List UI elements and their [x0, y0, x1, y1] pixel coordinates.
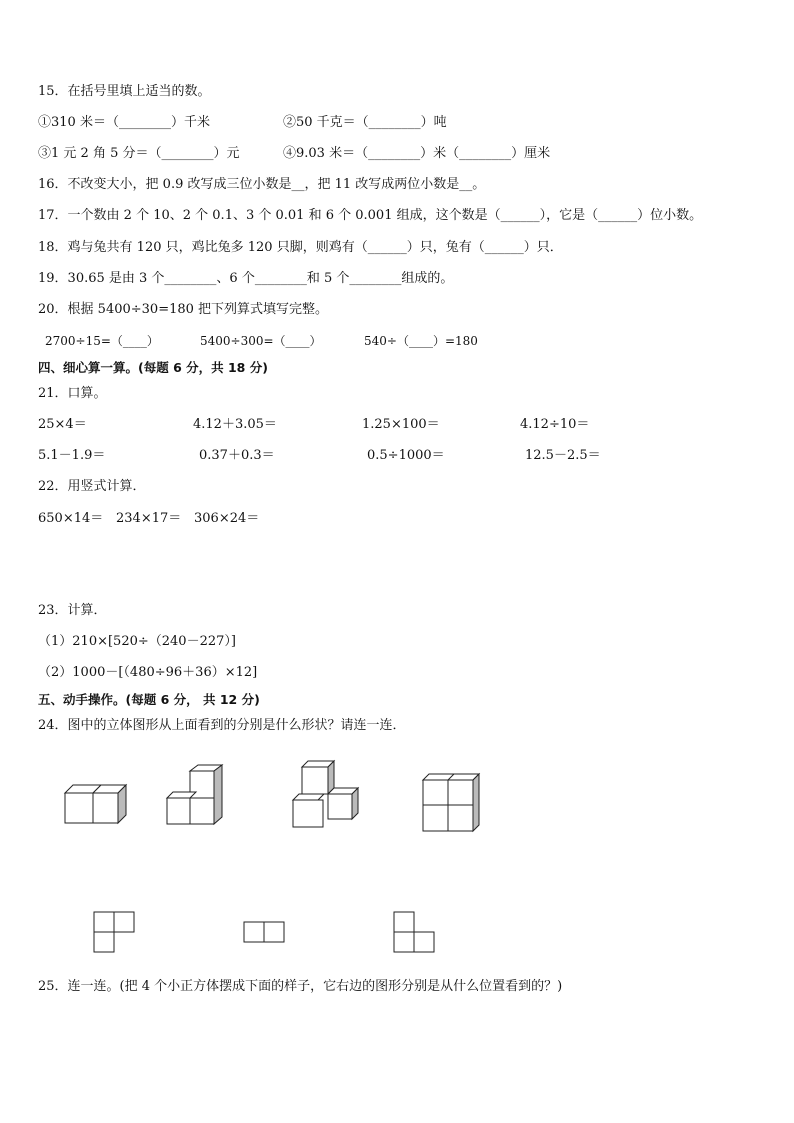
top-view-shape-1: [92, 910, 138, 954]
q22-calc-1: 650×14＝: [38, 511, 104, 526]
q20-title: 20．根据 5400÷30=180 把下列算式填写完整。: [38, 302, 329, 317]
cube-figure-2: [162, 763, 232, 829]
q20-item-3: 540÷（____）=180: [364, 334, 478, 348]
q15-item-4: ④9.03 米＝（________）米（________）厘米: [283, 146, 551, 161]
q20-item-1: 2700÷15=（____）: [45, 334, 159, 348]
q22-calc-2: 234×17＝: [116, 511, 182, 526]
section-4-heading: 四、细心算一算。(每题 6 分，共 18 分): [38, 360, 268, 375]
q17: 17．一个数由 2 个 10、2 个 0.1、3 个 0.01 和 6 个 0.001 组成，这个数是（______），它是（______）位小数。: [38, 208, 703, 223]
q24-title: 24．图中的立体图形从上面看到的分别是什么形状？请连一连．: [38, 718, 406, 733]
cube-figure-1: [60, 778, 130, 828]
q20-item-2: 5400÷300=（____）: [200, 334, 322, 348]
q21-calc-2: 4.12＋3.05＝: [193, 417, 277, 432]
q18: 18．鸡与兔共有 120 只，鸡比兔多 120 只脚，则鸡有（______）只，兔有（______）只．: [38, 240, 563, 255]
q23-item-2: （2）1000－[（480÷96＋36）×12]: [38, 665, 258, 680]
q25-title: 25．连一连。(把 4 个小正方体摆成下面的样子，它右边的图形分别是从什么位置看到的？): [38, 979, 563, 994]
section-5-heading: 五、动手操作。(每题 6 分， 共 12 分): [38, 692, 260, 707]
cube-figure-4: [418, 770, 486, 834]
q21-title: 21．口算。: [38, 386, 107, 401]
q21-calc-8: 12.5－2.5＝: [525, 448, 601, 463]
q19: 19．30.65 是由 3 个________、6 个________和 5 个________组成的。: [38, 271, 454, 286]
q23-item-1: （1）210×[520÷（240－227）]: [38, 634, 236, 649]
cube-figure-3: [288, 757, 364, 829]
q15-title: 15．在括号里填上适当的数。: [38, 84, 211, 99]
q23-title: 23．计算．: [38, 603, 107, 618]
q16: 16．不改变大小，把 0.9 改写成三位小数是__，把 11 改写成两位小数是__。: [38, 177, 486, 192]
q21-calc-7: 0.5÷1000＝: [367, 448, 445, 463]
q22-title: 22．用竖式计算．: [38, 479, 146, 494]
q21-calc-5: 5.1－1.9＝: [38, 448, 106, 463]
q15-item-2: ②50 千克＝（________）吨: [283, 115, 447, 130]
q21-calc-1: 25×4＝: [38, 417, 87, 432]
q15-item-1: ①310 米＝（________）千米: [38, 115, 210, 130]
q15-item-3: ③1 元 2 角 5 分＝（________）元: [38, 146, 240, 161]
top-view-shape-2: [242, 920, 288, 944]
q21-calc-4: 4.12÷10＝: [520, 417, 590, 432]
top-view-shape-3: [392, 910, 438, 954]
q22-calc-3: 306×24＝: [194, 511, 260, 526]
q21-calc-3: 1.25×100＝: [362, 417, 440, 432]
q21-calc-6: 0.37＋0.3＝: [199, 448, 275, 463]
